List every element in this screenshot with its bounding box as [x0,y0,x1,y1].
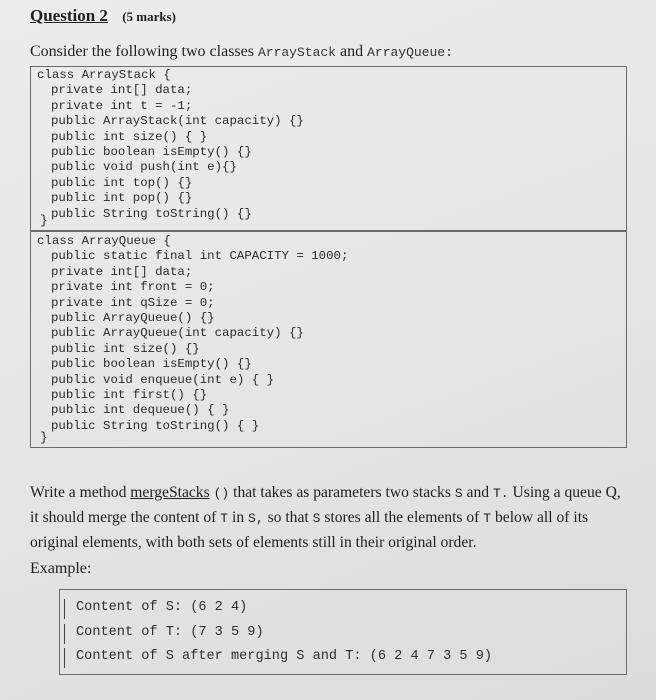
code-line: private int[] data; [51,83,193,98]
code-line: public String toString() { } [51,418,260,433]
code-line: public int first() {} [51,388,208,403]
task-text: below all of its original elements, with both sets of elements still in their original order. [30,509,589,551]
intro-class2: ArrayQueue: [367,45,453,60]
code-line: public ArrayStack(int capacity) {} [51,114,304,129]
code-header: class ArrayStack { [37,68,171,82]
code-line: public void enqueue(int e) { } [51,372,275,387]
code-line: public void push(int e){} [51,160,237,175]
task-text: Using a queue Q, it should merge the content of [30,484,621,526]
example-line: Content of S: (6 2 4) [76,600,248,615]
code-line: private int t = -1; [51,98,193,113]
question-title [30,6,176,26]
task-text: so that [267,509,309,526]
intro-and: and [339,43,364,60]
arraystack-code-box [30,66,627,231]
task-text: Write a method [30,484,127,501]
intro-text: Consider the following two classes [30,43,254,60]
text-cursor-bar [64,624,65,644]
task-text: in [232,509,245,526]
code-line: private int[] data; [51,264,193,279]
code-line: public ArrayQueue(int capacity) {} [51,326,304,341]
code-header: class ArrayQueue { [37,234,171,248]
code-line: public int size() { } [51,129,208,144]
question-intro [30,43,453,61]
code-line: public boolean isEmpty() {} [51,145,252,160]
code-line: public String toString() {} [51,206,252,221]
intro-class1: ArrayStack [257,45,336,60]
task-text: stores all the elements of [324,509,480,526]
code-closing-brace: } [40,213,48,228]
task-description [30,481,630,555]
example-line: Content of T: (7 3 5 9) [76,625,264,640]
method-parens: () [213,486,230,501]
code-line: private int qSize = 0; [51,295,215,310]
code-line: private int front = 0; [51,280,215,295]
var-s: S, [248,511,264,526]
code-closing-brace: } [40,430,48,445]
example-label: Example: [30,560,92,577]
task-text: that takes as parameters two stacks [233,484,451,501]
task-text: and [466,484,490,501]
var-s: S [454,486,463,501]
method-name: mergeStacks [130,484,210,501]
question-number: Question 2 [30,6,108,25]
text-cursor-bar [64,599,65,619]
arrayqueue-code-box [30,231,627,448]
code-line: public ArrayQueue() {} [51,311,215,326]
code-line: public int top() {} [51,175,193,190]
code-line: public int size() {} [51,341,200,356]
var-t: T. [492,486,509,501]
code-line: public int pop() {} [51,191,193,206]
code-line: public boolean isEmpty() {} [51,357,252,372]
example-line: Content of S after merging S and T: (6 2 4 7 3 5 9) [76,649,493,664]
code-line: public static final int CAPACITY = 1000; [51,249,349,264]
code-line: public int dequeue() { } [51,403,230,418]
var-t: T [483,511,492,526]
var-s: S [312,511,321,526]
var-t: T [220,511,229,526]
example-box [59,589,627,675]
question-marks: (5 marks) [122,9,176,24]
text-cursor-bar [64,648,65,668]
